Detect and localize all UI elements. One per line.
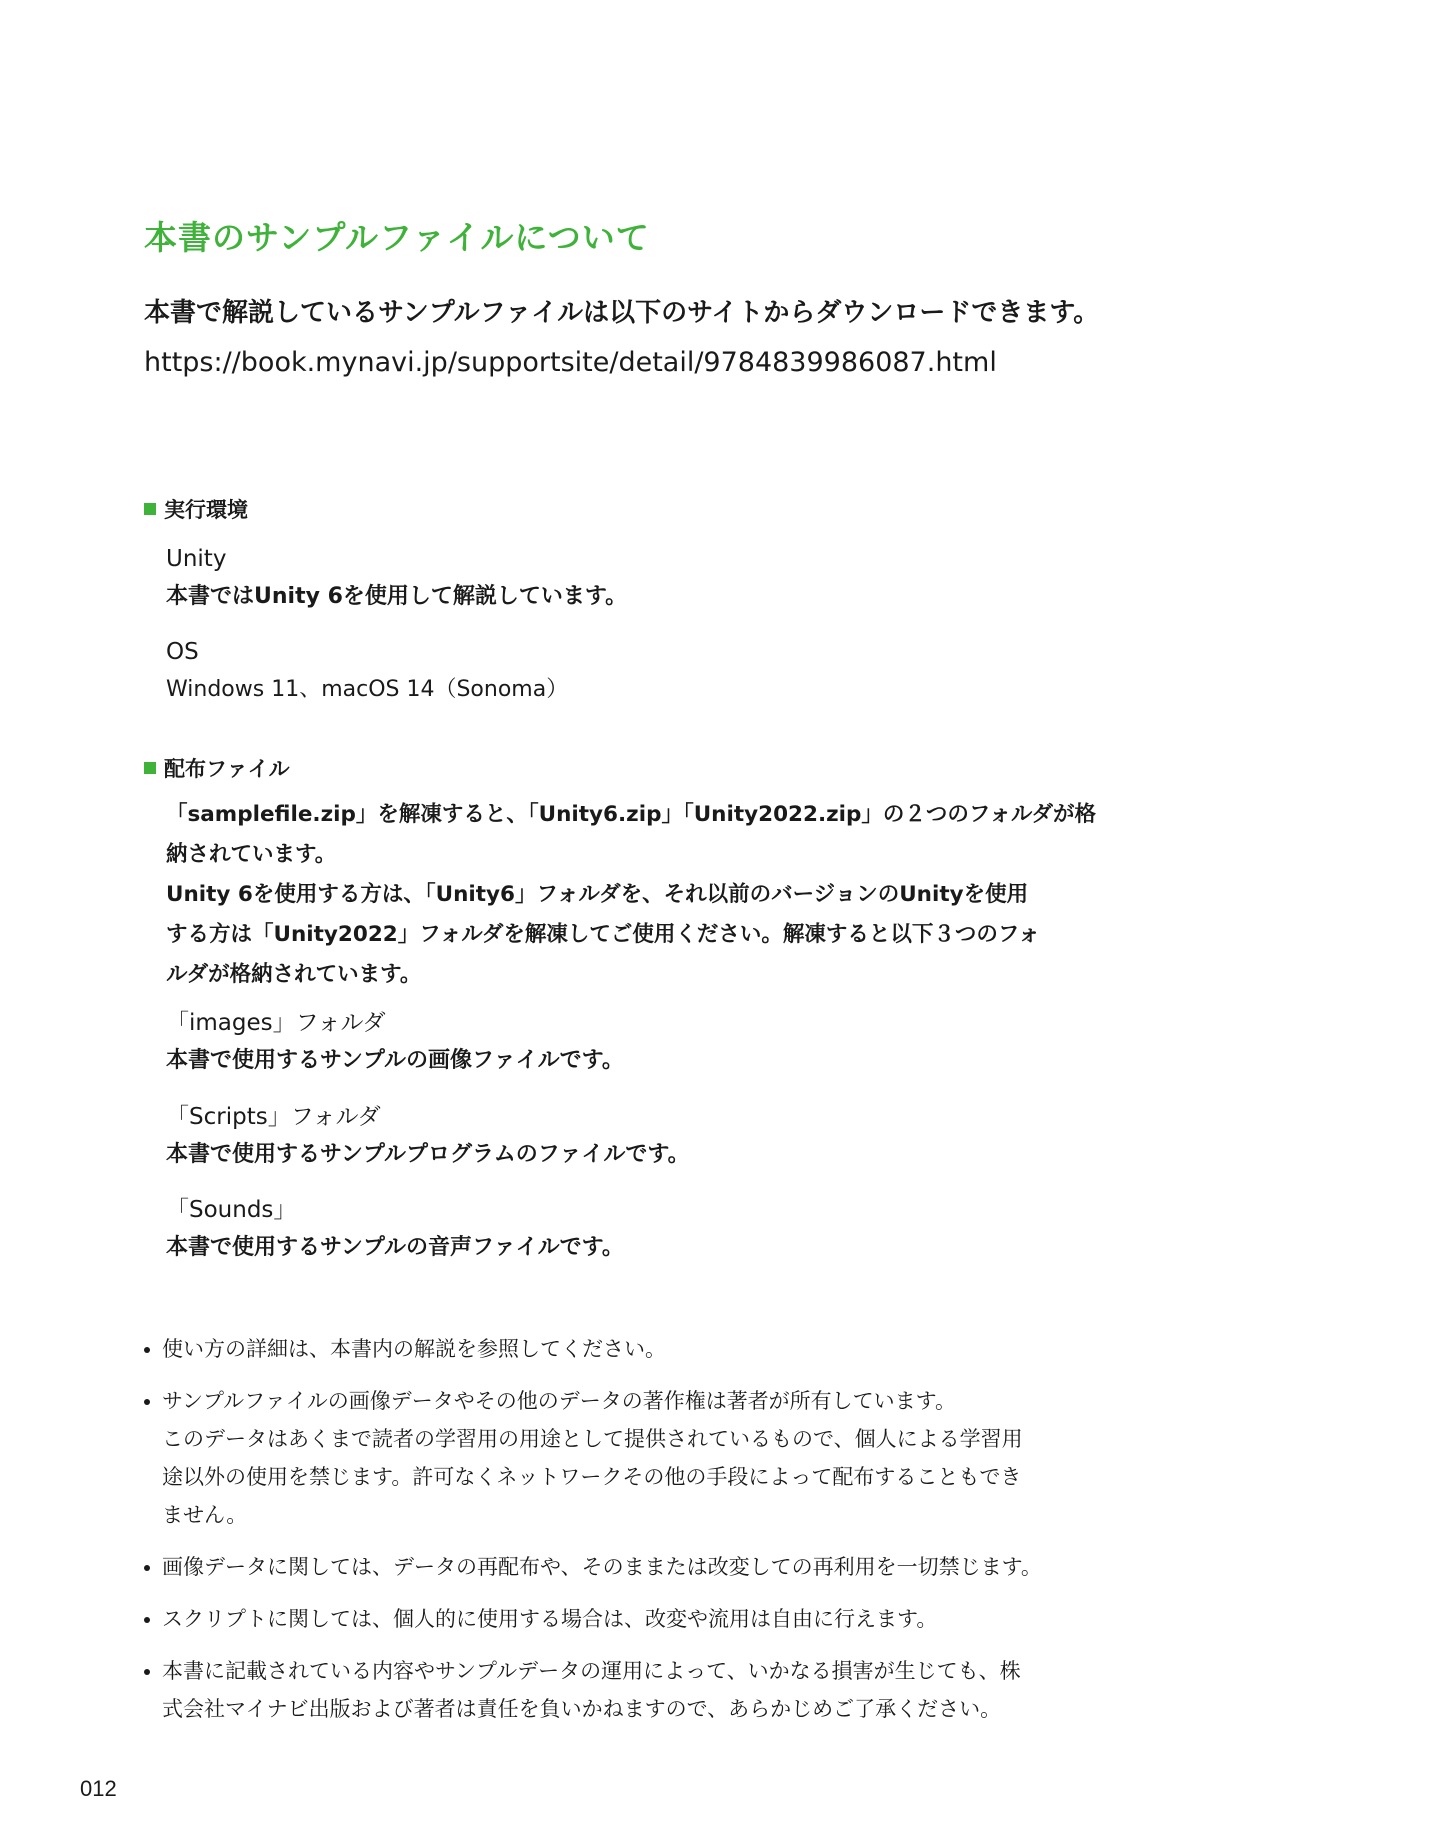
bullet-icon — [144, 1617, 150, 1623]
folder-label: 「Sounds」 — [166, 1197, 297, 1223]
note-line: このデータはあくまで読者の学習用の用途として提供されているもので、個人による学習用 — [162, 1427, 1023, 1451]
folder-desc: 本書で使用するサンプルプログラムのファイルです。 — [166, 1142, 690, 1167]
list-item — [144, 1652, 1104, 1728]
page-title: 本書のサンプルファイルについて — [144, 218, 650, 257]
list-item — [144, 1548, 1104, 1586]
intro-lead: 本書で解説しているサンプルファイルは以下のサイトからダウンロードできます。 — [144, 298, 1100, 328]
page-number: 012 — [80, 1776, 117, 1801]
paragraph-line: Unity 6を使用する方は、「Unity6」フォルダを、それ以前のバージョンのUnityを使用 — [166, 882, 1029, 907]
bullet-icon — [144, 1669, 150, 1675]
section-heading-label: 実行環境 — [164, 498, 248, 522]
list-item — [144, 1330, 1104, 1368]
bullet-icon — [144, 1399, 150, 1405]
folder-label: 「Scripts」フォルダ — [166, 1104, 381, 1130]
note-line: ません。 — [162, 1503, 248, 1527]
section-heading-label: 配布ファイル — [164, 757, 290, 781]
env-os-label: OS — [166, 639, 199, 665]
env-unity-desc: 本書ではUnity 6を使用して解説しています。 — [166, 584, 628, 609]
paragraph-line: 「samplefile.zip」を解凍すると、「Unity6.zip」「Unity2022.zip」の２つのフォルダが格 — [166, 802, 1096, 827]
square-bullet-icon — [144, 762, 156, 774]
bullet-icon — [144, 1347, 150, 1353]
note-line: 使い方の詳細は、本書内の解説を参照してください。 — [162, 1337, 666, 1361]
note-line: 途以外の使用を禁じます。許可なくネットワークその他の手段によって配布することもでき — [162, 1465, 1022, 1489]
env-os — [166, 633, 568, 709]
list-item — [144, 1600, 1104, 1638]
note-line: サンプルファイルの画像データやその他のデータの著作権は著者が所有しています。 — [162, 1389, 957, 1413]
env-os-desc: Windows 11、macOS 14（Sonoma） — [166, 677, 569, 702]
distribution-paragraph — [166, 795, 1096, 995]
notes-list — [144, 1330, 1104, 1742]
folder-label: 「images」フォルダ — [166, 1010, 386, 1036]
list-item — [144, 1382, 1104, 1534]
paragraph-line: する方は「Unity2022」フォルダを解凍してご使用ください。解凍すると以下３つのフォ — [166, 922, 1040, 947]
folder-sounds — [166, 1191, 624, 1267]
download-url[interactable]: https://book.mynavi.jp/supportsite/detail/9784839986087.html — [144, 347, 997, 378]
section-heading-distribution — [144, 753, 290, 783]
folder-images — [166, 1004, 624, 1080]
paragraph-line: ルダが格納されています。 — [166, 962, 422, 987]
bullet-icon — [144, 1565, 150, 1571]
note-line: 式会社マイナビ出版および著者は責任を負いかねますので、あらかじめご了承ください。 — [162, 1697, 1002, 1721]
env-unity — [166, 540, 627, 616]
square-bullet-icon — [144, 503, 156, 515]
folder-desc: 本書で使用するサンプルの画像ファイルです。 — [166, 1048, 624, 1073]
note-line: 画像データに関しては、データの再配布や、そのままたは改変しての再利用を一切禁じます。 — [162, 1555, 1042, 1579]
env-unity-label: Unity — [166, 546, 227, 572]
folder-scripts — [166, 1098, 690, 1174]
note-line: 本書に記載されている内容やサンプルデータの運用によって、いかなる損害が生じても、株 — [162, 1659, 1021, 1683]
folder-desc: 本書で使用するサンプルの音声ファイルです。 — [166, 1235, 624, 1260]
section-heading-environment — [144, 494, 248, 524]
note-line: スクリプトに関しては、個人的に使用する場合は、改変や流用は自由に行えます。 — [162, 1607, 938, 1631]
paragraph-line: 納されています。 — [166, 842, 337, 867]
intro — [144, 288, 1099, 388]
